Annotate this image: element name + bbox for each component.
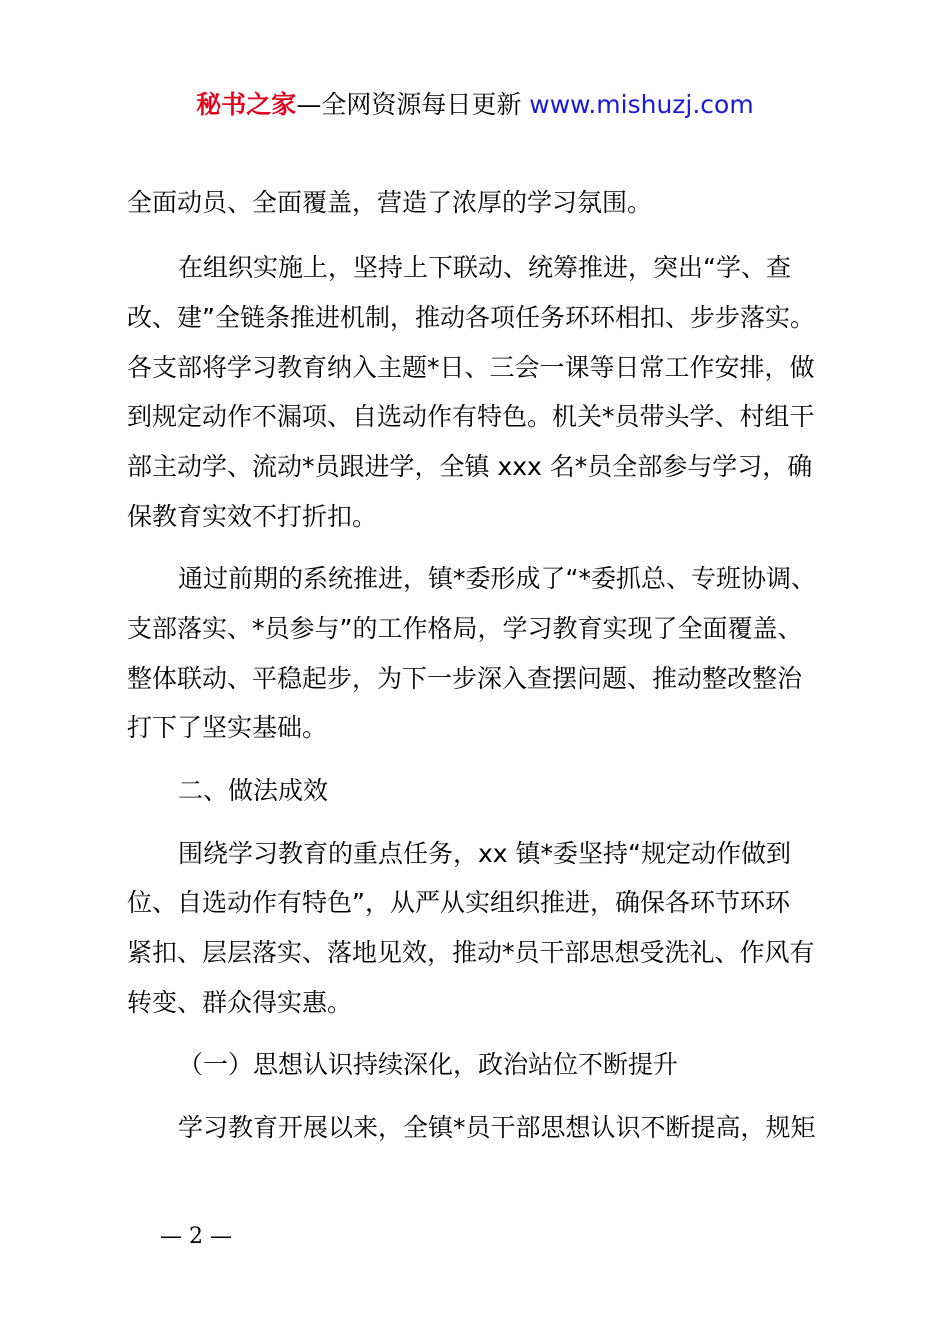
body-line: 整体联动、平稳起步，为下一步深入查摆问题、推动整改整治	[127, 664, 803, 693]
body-line: 打下了坚实基础。	[127, 713, 328, 742]
body-line: 到规定动作不漏项、自选动作有特色。机关*员带头学、村组干	[127, 402, 815, 431]
section-heading: 二、做法成效	[178, 776, 329, 805]
site-tagline: —全网资源每日更新	[296, 90, 522, 119]
page-number: — 2 —	[160, 1224, 232, 1249]
body-line: 改、建”全链条推进机制，推动各项任务环环相扣、步步落实。	[127, 303, 815, 332]
body-line: 围绕学习教育的重点任务，xx 镇*委坚持“规定动作做到	[178, 839, 791, 868]
site-brand: 秘书之家	[196, 90, 297, 119]
subsection-heading: （一）思想认识持续深化，政治站位不断提升	[178, 1050, 679, 1079]
body-line: 转变、群众得实惠。	[127, 988, 353, 1017]
body-line: 支部落实、*员参与”的工作格局，学习教育实现了全面覆盖、	[127, 614, 803, 643]
body-line: 通过前期的系统推进，镇*委形成了“*委抓总、专班协调、	[178, 564, 816, 593]
body-line: 在组织实施上，坚持上下联动、统筹推进，突出“学、查	[178, 253, 791, 282]
body-line: 各支部将学习教育纳入主题*日、三会一课等日常工作安排，做	[127, 353, 815, 382]
body-line: 紧扣、层层落实、落地见效，推动*员干部思想受洗礼、作风有	[127, 938, 815, 967]
body-line: 部主动学、流动*员跟进学，全镇 xxx 名*员全部参与学习，确	[127, 452, 813, 481]
body-line: 学习教育开展以来，全镇*员干部思想认识不断提高，规矩	[178, 1113, 816, 1142]
site-url-link[interactable]: www.mishuzj.com	[529, 90, 754, 119]
body-line: 全面动员、全面覆盖，营造了浓厚的学习氛围。	[127, 188, 653, 217]
site-header	[0, 88, 950, 122]
body-line: 保教育实效不打折扣。	[127, 502, 378, 531]
body-line: 位、自选动作有特色”，从严从实组织推进，确保各环节环环	[127, 888, 790, 917]
